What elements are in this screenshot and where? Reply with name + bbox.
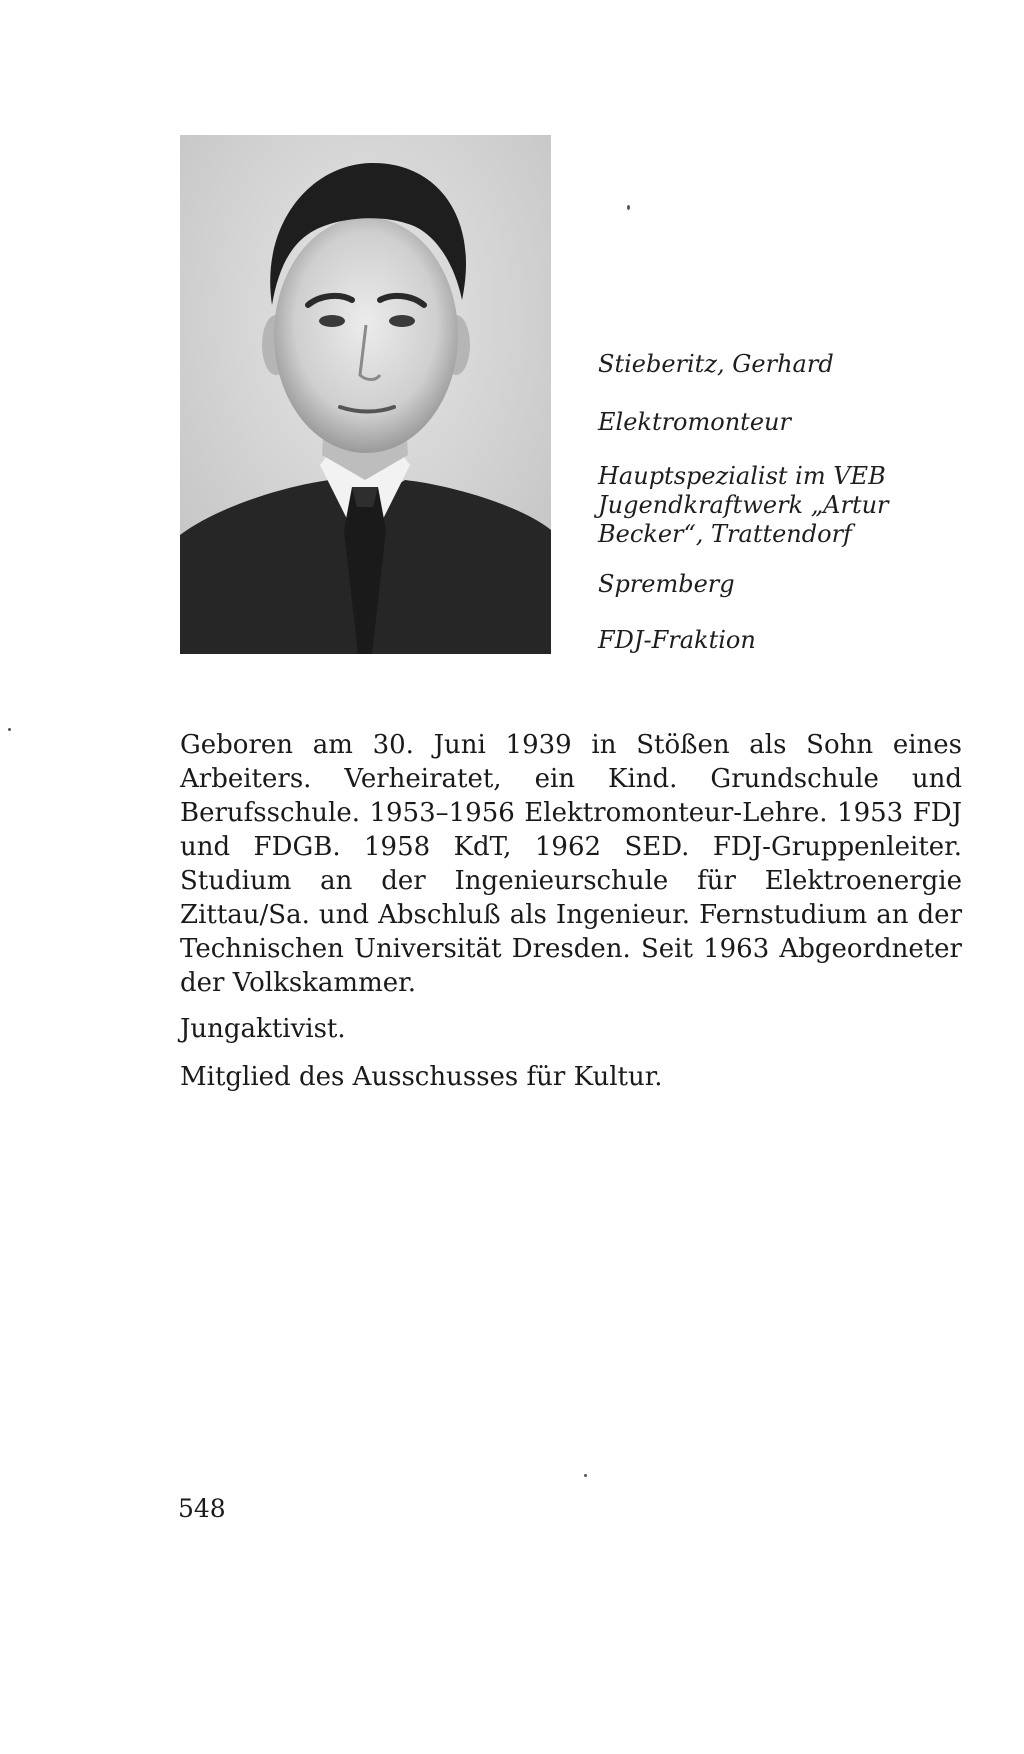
entry-name: Stieberitz, Gerhard: [598, 350, 834, 378]
entry-faction: FDJ-Fraktion: [598, 626, 756, 654]
portrait-image: [180, 135, 551, 654]
biography-committee: Mitglied des Ausschusses für Kultur.: [180, 1062, 663, 1092]
biography: [180, 728, 962, 1094]
entry-district: Spremberg: [598, 570, 735, 598]
portrait-photo: [180, 135, 551, 654]
biography-text: Geboren am 30. Juni 1939 in Stößen als Sohn eines Arbeiters. Verheiratet, ein Kind. Grundschule und Berufsschule. 1953–1956 Elektromonteur-Lehre. 1953 FDJ und FDGB. 1958 KdT, 1962 SED. FDJ-Gruppenleiter. Studium an der Ingenieurschule für Elektroenergie Zittau/Sa. und Abschluß als Ingenieur. Fernstudium an der Technischen Universität Dresden. Seit 1963 Abgeordneter der Volkskammer.: [180, 730, 962, 998]
biography-award: Jungaktivist.: [180, 1014, 346, 1044]
print-speck: [627, 205, 630, 210]
print-speck: [8, 728, 11, 731]
print-speck: [584, 1474, 587, 1477]
page-number: 548: [178, 1494, 226, 1523]
entry-position: Hauptspezialist im VEB Jugendkraftwerk „Artur Becker“, Trattendorf: [598, 462, 889, 548]
entry-profession: Elektromonteur: [598, 408, 791, 436]
